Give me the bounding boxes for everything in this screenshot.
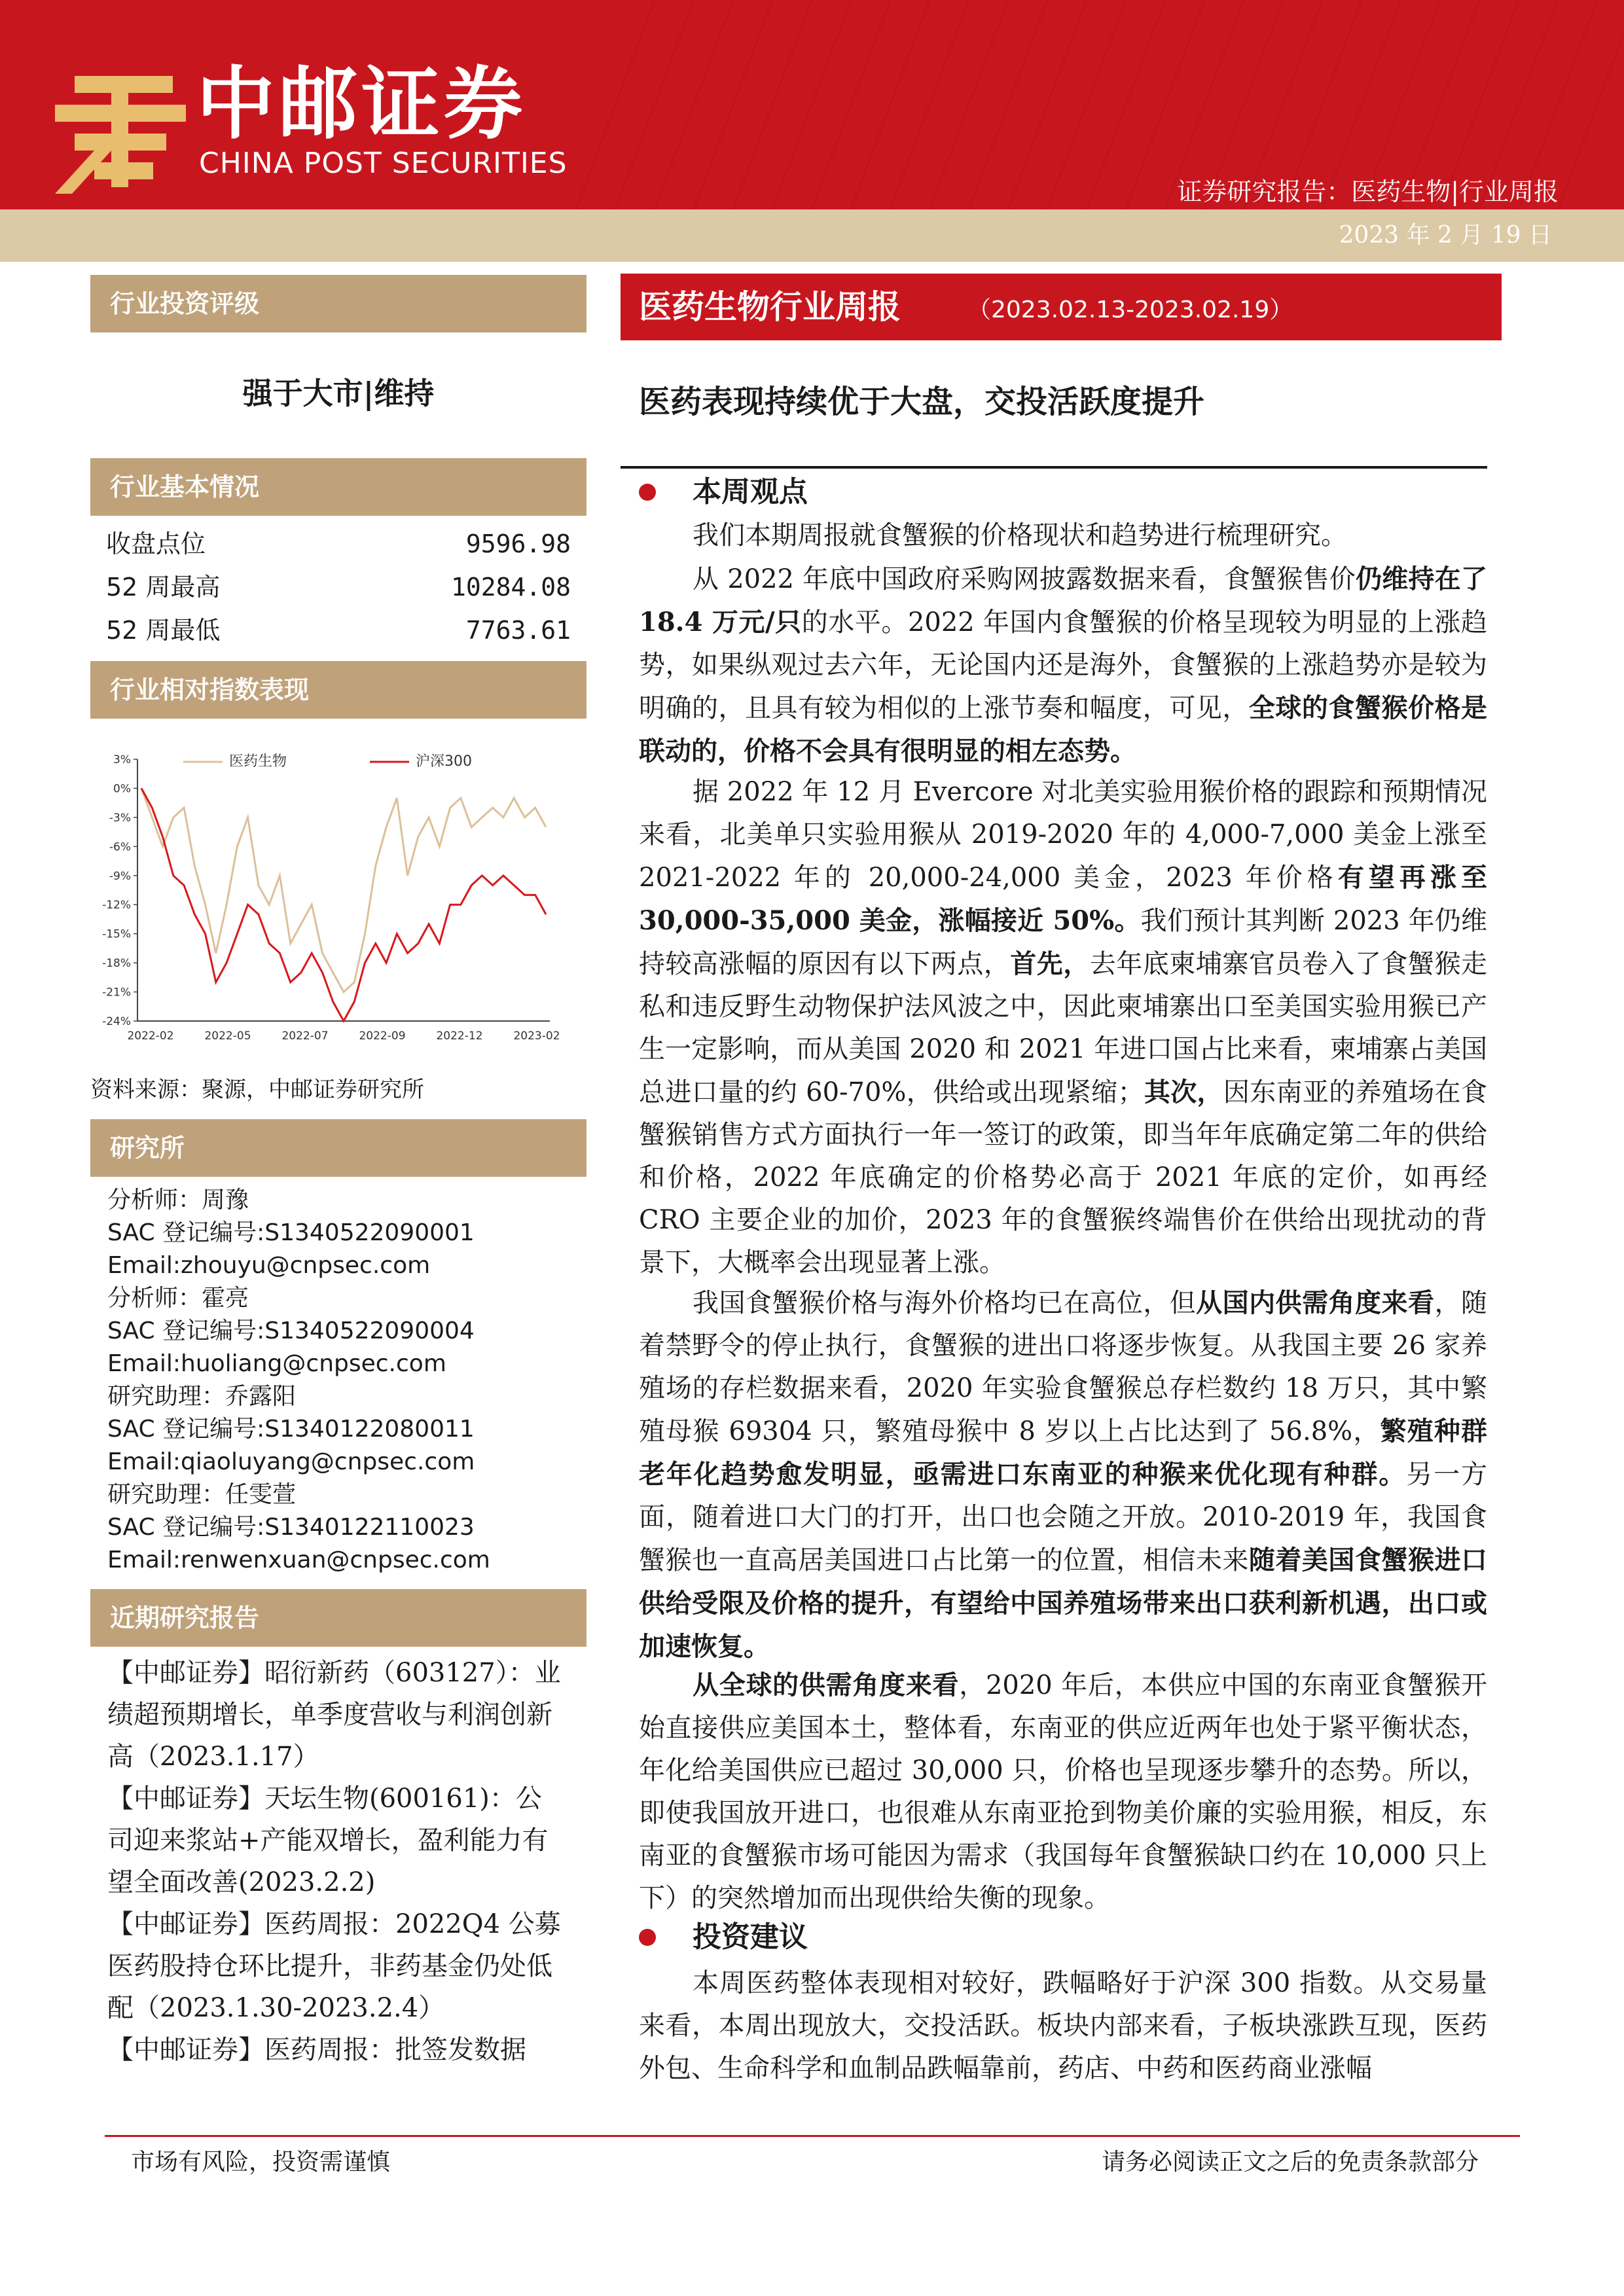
analyst-email[interactable]: Email:huoliang@cnpsec.com: [107, 1350, 446, 1377]
legend-label: 医药生物: [229, 753, 287, 770]
recent-report-link[interactable]: 【中邮证券】天坛生物(600161)：公司迎来浆站+产能双增长，盈利能力有望全面改善(2023.2.2): [107, 1784, 549, 1897]
basic-info-value: 10284.08: [450, 573, 571, 601]
series-line: [141, 788, 546, 992]
analyst-line: SAC 登记编号:S1340122080011: [107, 1416, 475, 1443]
y-tick-label: -6%: [109, 840, 131, 854]
x-tick-label: 2022-02: [127, 1030, 174, 1043]
china-post-logo-icon: [55, 63, 186, 194]
rating-value: 强于大市|维持: [242, 376, 435, 411]
index-heading: 行业相对指数表现: [90, 661, 586, 719]
series-line: [141, 788, 546, 1021]
basic-info-label: 52 周最低: [106, 616, 221, 645]
recent-reports-heading: 近期研究报告: [90, 1589, 586, 1647]
basic-info-heading: 行业基本情况: [90, 458, 586, 516]
relative-index-chart: [92, 740, 576, 1047]
basic-info-label: 收盘点位: [106, 529, 206, 558]
headline: 医药表现持续优于大盘，交投活跃度提升: [639, 384, 1205, 420]
legend-label: 沪深300: [416, 753, 472, 770]
report-date: 2023 年 2 月 19 日: [1339, 222, 1552, 249]
analyst-line: SAC 登记编号:S1340522090001: [107, 1219, 475, 1246]
section-heading: 投资建议: [693, 1920, 808, 1954]
analyst-email[interactable]: Email:qiaoluyang@cnpsec.com: [107, 1448, 475, 1475]
chart-source: 资料来源：聚源，中邮证券研究所: [90, 1077, 424, 1103]
logo-wordmark-cn: 中邮证券: [196, 59, 526, 150]
paragraph: 从 2022 年底中国政府采购网披露数据来看，食蟹猴售价仍维持在了 18.4 万元/只的水平。2022 年国内食蟹猴的价格呈现较为明显的上涨趋势，如果纵观过去六年，无论国内还是海外，食蟹猴的上涨趋势亦是较为明确的，且具有较为相似的上涨节奏和幅度，可见，全球的食蟹猴价格是联动的，价格不会具有很明显的相左态势。: [639, 564, 1488, 766]
y-tick-label: -18%: [102, 957, 131, 971]
y-tick-label: -9%: [109, 869, 131, 883]
y-tick-label: -24%: [102, 1015, 131, 1028]
analyst-line: SAC 登记编号:S1340522090004: [107, 1318, 475, 1344]
bullet-icon: [639, 1929, 656, 1946]
analyst-line: SAC 登记编号:S1340122110023: [107, 1514, 475, 1541]
analyst-line: 研究助理：任雯萱: [107, 1481, 297, 1508]
analyst-email[interactable]: Email:zhouyu@cnpsec.com: [107, 1252, 431, 1279]
x-tick-label: 2022-09: [359, 1030, 406, 1043]
paragraph: 本周医药整体表现相对较好，跌幅略好于沪深 300 指数。从交易量来看，本周出现放大，交投活跃。板块内部来看，子板块涨跌互现，医药外包、生命科学和血制品跌幅靠前，药店、中药和医药商业涨幅: [639, 1968, 1487, 2083]
research-heading: 研究所: [90, 1119, 586, 1177]
analyst-line: 分析师：周豫: [107, 1187, 249, 1213]
basic-info-row: [106, 528, 571, 560]
report-type: 证券研究报告：医药生物|行业周报: [1177, 177, 1559, 206]
report-date-range: （2023.02.13-2023.02.19）: [967, 296, 1293, 323]
paragraph: 我们本期周报就食蟹猴的价格现状和趋势进行梳理研究。: [693, 520, 1347, 550]
recent-report-link[interactable]: 【中邮证券】医药周报：2022Q4 公募医药股持仓环比提升，非药基金仍处低配（2023.1.30-2023.2.4）: [107, 1909, 561, 2023]
y-tick-label: -15%: [102, 927, 131, 941]
paragraph: 据 2022 年 12 月 Evercore 对北美实验用猴价格的跟踪和预期情况来看，北美单只实验用猴从 2019-2020 年的 4,000-7,000 美金上涨至 2021-2022 年的 20,000-24,000 美金，2023 年价格有望再涨至 30,000-35,000 美金，涨幅接近 50%。我们预计其判断 2023 年仍维持较高涨幅的原因有以下两点，首先，去年底柬埔寨官员卷入了食蟹猴走私和违反野生动物保护法风波之中，因此柬埔寨出口至美国实验用猴已产生一定影响，而从美国 2020 和 2021 年进口国占比来看，柬埔寨占美国总进口量的约 60-70%，供给或出现紧缩；其次，因东南亚的养殖场在食蟹猴销售方式方面执行一年一签订的政策，即当年年底确定第二年的供给和价格，2022 年底确定的价格势必高于 2021 年底的定价，如再经 CRO 主要企业的加价，2023 年的食蟹猴终端售价在供给出现扰动的背景下，大概率会出现显著上涨。: [639, 777, 1488, 1278]
basic-info-row: [106, 571, 571, 603]
basic-info-label: 52 周最高: [106, 573, 221, 601]
footer-rule: [105, 2135, 1520, 2137]
paragraph: 从全球的供需角度来看，2020 年后，本供应中国的东南亚食蟹猴开始直接供应美国本土，整体看，东南亚的供应近两年也处于紧平衡状态，年化给美国供应已超过 30,000 只，价格也呈现逐步攀升的态势。所以，即使我国放开进口，也很难从东南亚抢到物美价廉的实验用猴，相反，东南亚的食蟹猴市场可能因为需求（我国每年食蟹猴缺口约在 10,000 只上下）的突然增加而出现供给失衡的现象。: [639, 1670, 1487, 1913]
analyst-email[interactable]: Email:renwenxuan@cnpsec.com: [107, 1547, 490, 1573]
x-tick-label: 2023-02: [513, 1030, 560, 1043]
divider: [621, 466, 1487, 469]
rating-heading: 行业投资评级: [90, 275, 586, 332]
recent-report-link[interactable]: 【中邮证券】昭衍新药（603127）：业绩超预期增长，单季度营收与利润创新高（2023.1.17）: [107, 1658, 561, 1772]
y-tick-label: 3%: [113, 753, 131, 766]
y-tick-label: -21%: [102, 986, 131, 999]
y-tick-label: -3%: [109, 811, 131, 825]
analyst-line: 分析师：霍亮: [107, 1285, 249, 1312]
basic-info-value: 7763.61: [465, 616, 571, 645]
bullet-icon: [639, 484, 656, 501]
footer-risk-note: 市场有风险，投资需谨慎: [131, 2149, 391, 2176]
logo-wordmark-en: CHINA POST SECURITIES: [199, 147, 568, 180]
y-tick-label: -12%: [102, 899, 131, 912]
x-tick-label: 2022-05: [204, 1030, 251, 1043]
basic-info-row: [106, 614, 571, 647]
footer-disclaimer[interactable]: 请务必阅读正文之后的免责条款部分: [1101, 2149, 1479, 2176]
paragraph: 我国食蟹猴价格与海外价格均已在高位，但从国内供需角度来看，随着禁野令的停止执行，食蟹猴的进出口将逐步恢复。从我国主要 26 家养殖场的存栏数据来看，2020 年实验食蟹猴总存栏数约 18 万只，其中繁殖母猴 69304 只，繁殖母猴中 8 岁以上占比达到了 56.8%，繁殖种群老年化趋势愈发明显，亟需进口东南亚的种猴来优化现有种群。另一方面，随着进口大门的打开，出口也会随之开放。2010-2019 年，我国食蟹猴也一直高居美国进口占比第一的位置，相信未来随着美国食蟹猴进口供给受限及价格的提升，有望给中国养殖场带来出口获利新机遇，出口或加速恢复。: [639, 1287, 1488, 1662]
x-tick-label: 2022-07: [281, 1030, 329, 1043]
report-title: 医药生物行业周报: [639, 287, 901, 326]
y-tick-label: 0%: [113, 782, 131, 796]
x-tick-label: 2022-12: [436, 1030, 483, 1043]
basic-info-value: 9596.98: [465, 529, 571, 558]
section-heading: 本周观点: [693, 475, 808, 509]
recent-report-link[interactable]: 【中邮证券】医药周报：批签发数据: [107, 2035, 526, 2065]
analyst-line: 研究助理：乔露阳: [107, 1383, 297, 1410]
